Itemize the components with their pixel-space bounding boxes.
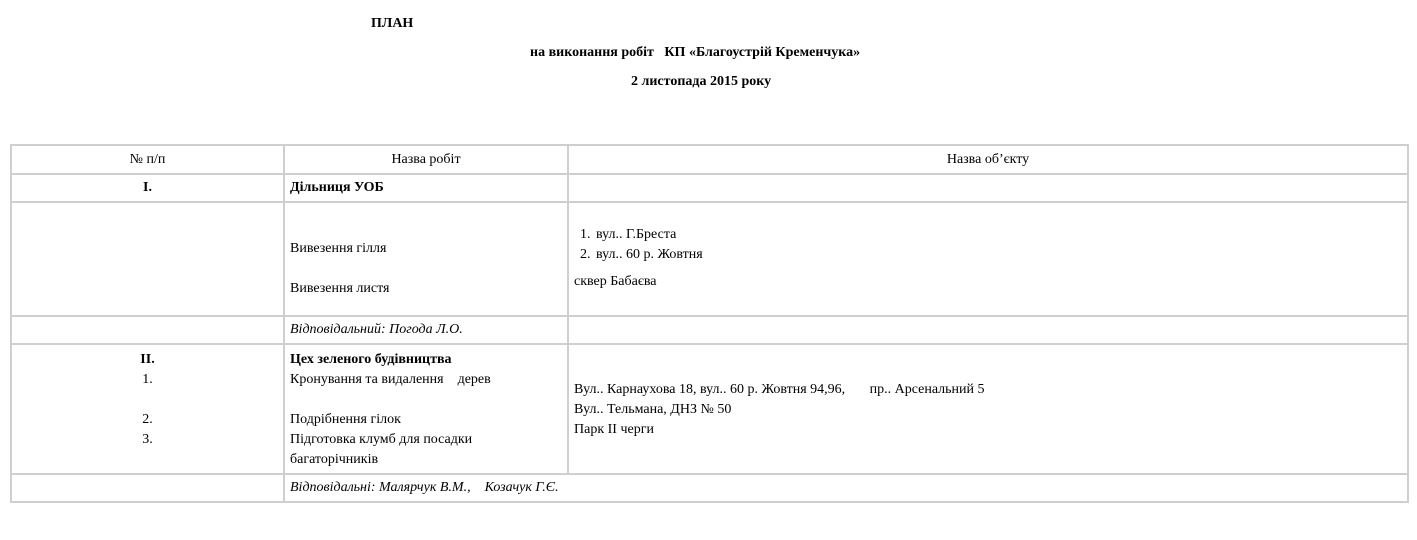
list-item: 2. вул.. 60 р. Жовтня — [594, 245, 1402, 265]
empty-cell — [11, 202, 284, 316]
list-item: 1. вул.. Г.Бреста — [594, 225, 1402, 245]
section-number: ІІ. — [140, 352, 155, 367]
empty-cell — [11, 316, 284, 344]
works-cell — [284, 202, 568, 316]
object-item: Вул.. Тельмана, ДНЗ № 50 — [574, 402, 732, 417]
works-cell — [284, 344, 568, 474]
objects-cell — [568, 344, 1408, 474]
section-number: І. — [11, 174, 284, 202]
responsible-text: Відповідальні: Малярчук В.М., Козачук Г.Є. — [284, 474, 1408, 502]
work-item: Вивезення гілля — [290, 241, 387, 256]
plan-title: ПЛАН — [371, 16, 414, 31]
empty-cell — [568, 174, 1408, 202]
table-row — [11, 316, 1408, 344]
plan-subtitle: на виконання робіт КП «Благоустрій Кременчука» — [530, 45, 861, 60]
section-name: Дільниця УОБ — [284, 174, 568, 202]
work-item: Подрібнення гілок — [290, 412, 401, 427]
item-number: 3. — [142, 432, 153, 447]
object-item: Вул.. Карнаухова 18, вул.. 60 р. Жовтня 94,96, пр.. Арсенальний 5 — [574, 382, 985, 397]
object-item: сквер Бабаєва — [574, 274, 657, 289]
empty-cell — [11, 474, 284, 502]
table-header-row — [11, 145, 1408, 174]
plan-date: 2 листопада 2015 року — [631, 74, 772, 89]
table-row — [11, 174, 1408, 202]
table-row — [11, 202, 1408, 316]
work-item: Вивезення листя — [290, 281, 390, 296]
work-item: багаторічників — [290, 452, 379, 467]
item-number: 1. — [142, 372, 153, 387]
object-item: Парк ІІ черги — [574, 422, 654, 437]
section-name: Цех зеленого будівництва — [290, 352, 452, 367]
objects-cell — [568, 202, 1408, 316]
plan-table — [10, 144, 1409, 503]
work-item: Кронування та видалення дерев — [290, 372, 491, 387]
table-row — [11, 344, 1408, 474]
header-number: № п/п — [11, 145, 284, 174]
header-work-name: Назва робіт — [284, 145, 568, 174]
objects-list — [574, 225, 1402, 265]
responsible-text: Відповідальний: Погода Л.О. — [284, 316, 568, 344]
numbers-cell — [11, 344, 284, 474]
work-item: Підготовка клумб для посадки — [290, 432, 473, 447]
item-number: 2. — [142, 412, 153, 427]
table-row — [11, 474, 1408, 502]
empty-cell — [568, 316, 1408, 344]
header-object-name: Назва об’єкту — [568, 145, 1408, 174]
